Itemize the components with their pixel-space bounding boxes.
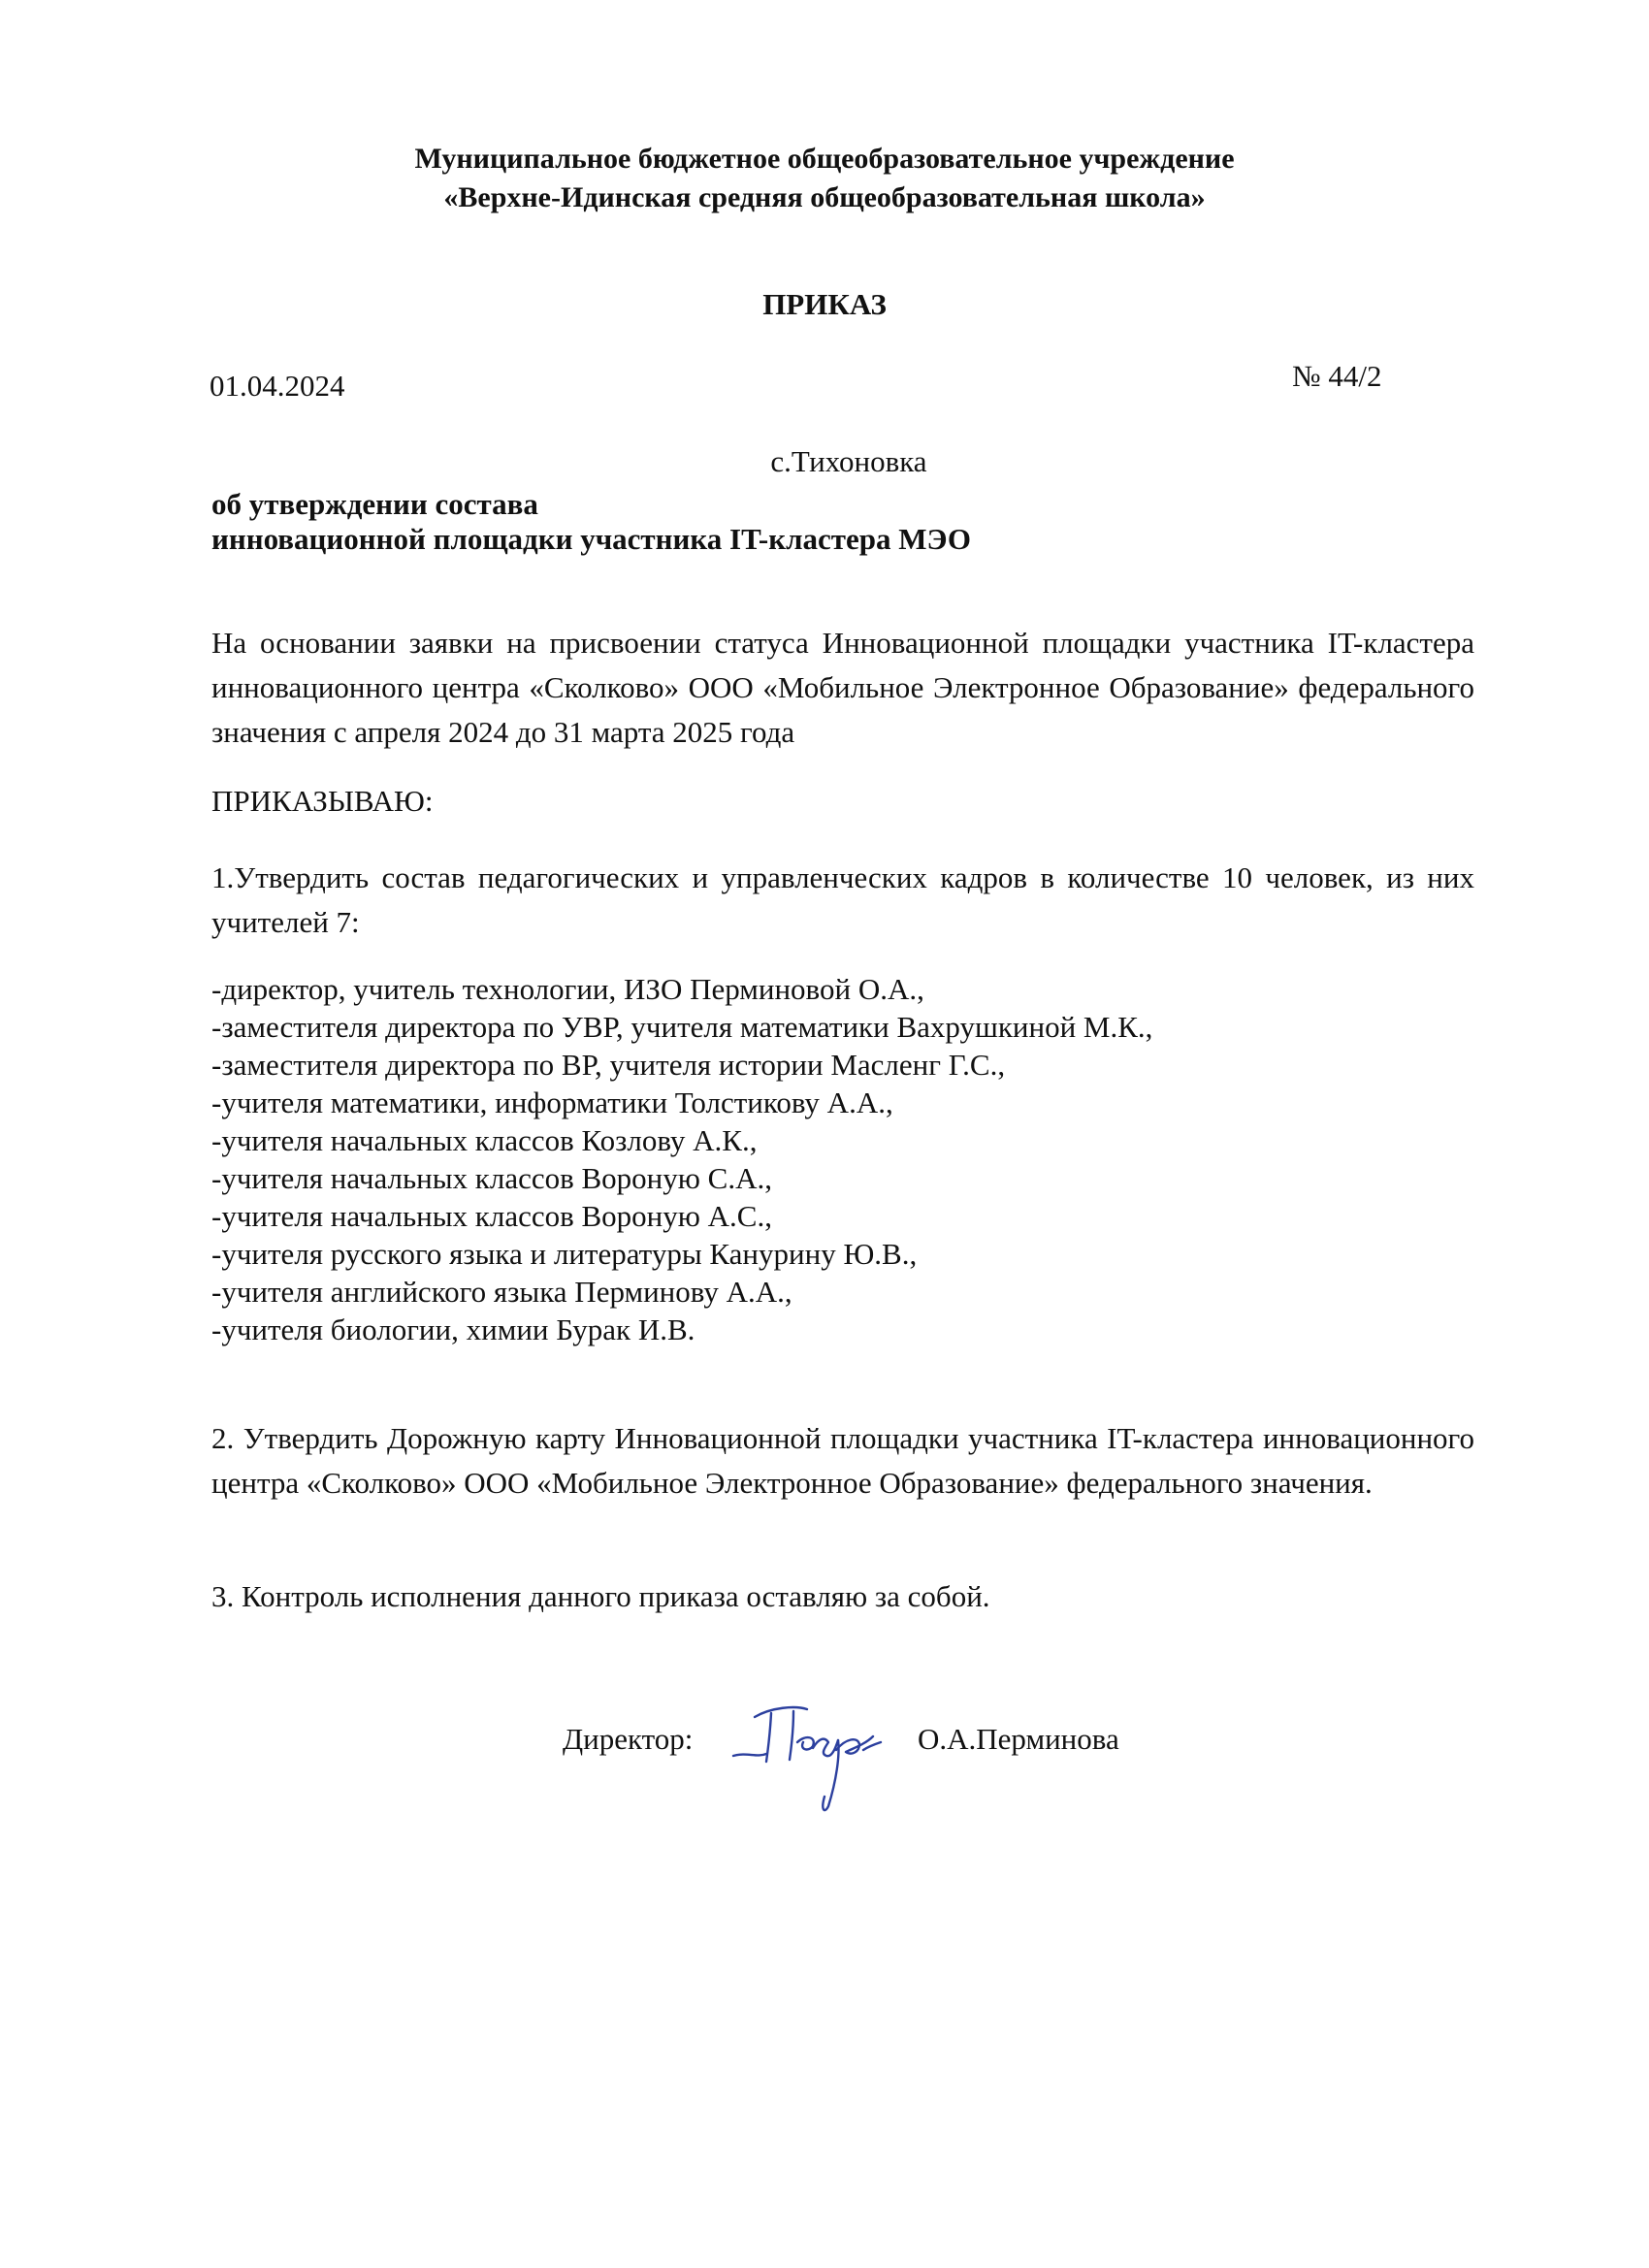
signature-label: Директор:: [563, 1722, 694, 1756]
handwritten-signature: [728, 1688, 892, 1824]
staff-list: [211, 970, 1152, 1348]
staff-list-item: -учителя начальных классов Козлову А.К.,: [211, 1123, 758, 1157]
staff-list-item: -директор, учитель технологии, ИЗО Перминовой О.А.,: [211, 972, 924, 1006]
order-title: ПРИКАЗ: [762, 287, 887, 321]
order-number: № 44/2: [1292, 359, 1382, 393]
staff-list-item: -учителя русского языка и литературы Канурину Ю.В.,: [211, 1237, 918, 1271]
order-date: 01.04.2024: [210, 369, 345, 403]
staff-list-item: -учителя начальных классов Вороную А.С.,: [211, 1199, 772, 1233]
decree-word: ПРИКАЗЫВАЮ:: [211, 784, 434, 818]
staff-list-item: -учителя начальных классов Вороную С.А.,: [211, 1161, 772, 1195]
staff-list-item: -заместителя директора по УВР, учителя математики Вахрушкиной М.К.,: [211, 1010, 1153, 1044]
item-1-text: 1.Утвердить состав педагогических и управленческих кадров в количестве 10 человек, из них учителей 7:: [211, 860, 1474, 939]
order-place: с.Тихоновка: [770, 444, 927, 478]
staff-list-item: -заместителя директора по ВР, учителя истории Масленг Г.С.,: [211, 1048, 1006, 1082]
org-name-line1: Муниципальное бюджетное общеобразовательное учреждение: [414, 143, 1235, 175]
signatory-name: О.А.Перминова: [918, 1722, 1119, 1756]
item-3-text: 3. Контроль исполнения данного приказа оставляю за собой.: [211, 1579, 990, 1613]
subject-line2: инновационной площадки участника IT-кластера МЭО: [211, 522, 972, 556]
item-2-text: 2. Утвердить Дорожную карту Инновационной площадки участника IT-кластера инновационного центра «Сколково» ООО «Мобильное Электронное Образование» федерального значения.: [211, 1421, 1474, 1500]
basis-paragraph: На основании заявки на присвоении статуса Инновационной площадки участника IT-кластера инновационного центра «Сколково» ООО «Мобильное Электронное Образование» федерального значения с апреля 2024 до 31 марта 2025 года: [211, 626, 1474, 749]
subject-line1: об утверждении состава: [211, 487, 538, 521]
org-name-line2: «Верхне-Идинская средняя общеобразовательная школа»: [443, 181, 1206, 213]
staff-list-item: -учителя английского языка Перминову А.А.,: [211, 1275, 792, 1309]
staff-list-item: -учителя математики, информатики Толстикову А.А.,: [211, 1085, 893, 1119]
staff-list-item: -учителя биологии, химии Бурак И.В.: [211, 1312, 695, 1346]
